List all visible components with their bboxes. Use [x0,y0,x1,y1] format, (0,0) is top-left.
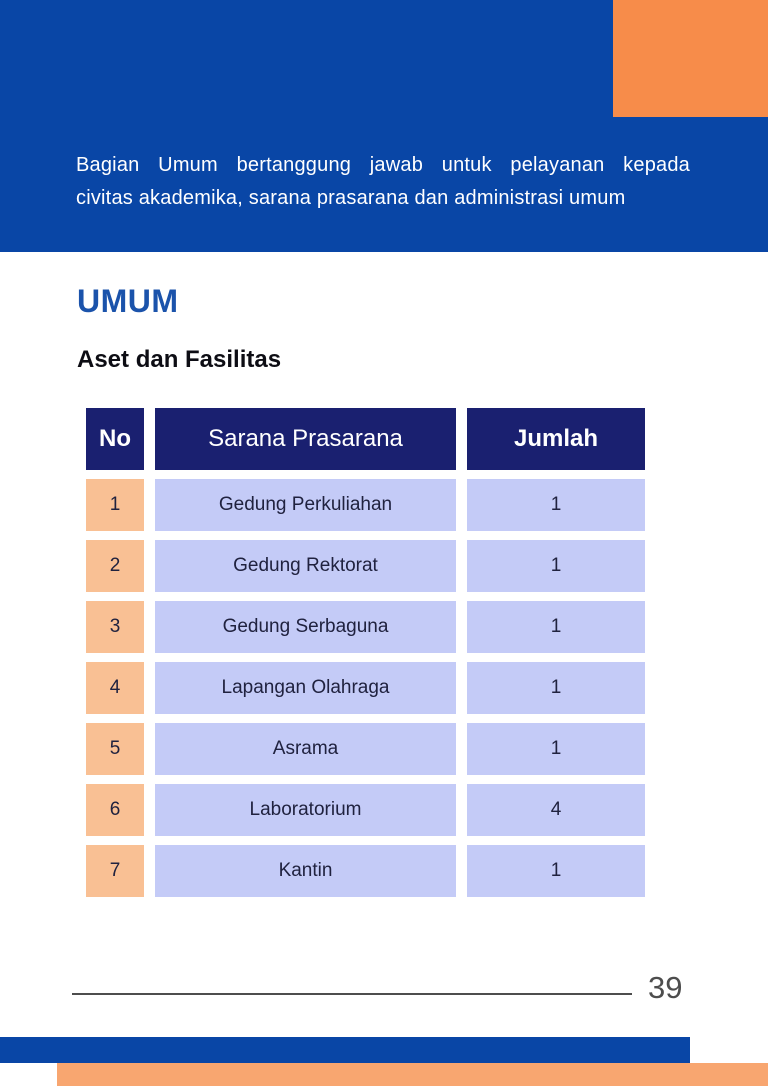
assets-table [86,408,645,897]
footer-strip-blue [0,1037,690,1063]
row-6-jumlah-cell: 4 [467,784,645,836]
row-1-sarana-cell: Gedung Perkuliahan [155,479,456,531]
row-3-no-cell: 3 [86,601,144,653]
banner-line-2: civitas akademika, sarana prasarana dan administrasi umum [76,187,626,209]
row-4-sarana-cell: Lapangan Olahraga [155,662,456,714]
banner-text [76,149,690,215]
row-1-no-cell: 1 [86,479,144,531]
row-7-no-cell: 7 [86,845,144,897]
footer-divider-line [72,993,632,995]
row-7-jumlah-cell: 1 [467,845,645,897]
row-5-jumlah-cell: 1 [467,723,645,775]
table-header-no: No [86,408,144,470]
row-2-no-cell: 2 [86,540,144,592]
row-2-jumlah-cell: 1 [467,540,645,592]
row-4-jumlah-cell: 1 [467,662,645,714]
row-5-no-cell: 5 [86,723,144,775]
row-2-sarana-cell: Gedung Rektorat [155,540,456,592]
header-banner [0,0,768,252]
row-1-jumlah-cell: 1 [467,479,645,531]
subsection-title: Aset dan Fasilitas [77,346,282,373]
table-header-sarana: Sarana Prasarana [155,408,456,470]
row-3-sarana-cell: Gedung Serbaguna [155,601,456,653]
banner-line-1: Bagian Umum bertanggung jawab untuk pelayanan kepada [76,154,690,176]
row-6-no-cell: 6 [86,784,144,836]
footer-strip-peach [57,1063,768,1086]
table-header-jumlah: Jumlah [467,408,645,470]
section-title: UMUM [77,283,179,319]
orange-accent-block [613,0,768,117]
row-4-no-cell: 4 [86,662,144,714]
row-5-sarana-cell: Asrama [155,723,456,775]
row-7-sarana-cell: Kantin [155,845,456,897]
row-3-jumlah-cell: 1 [467,601,645,653]
row-6-sarana-cell: Laboratorium [155,784,456,836]
page-number: 39 [648,970,683,1005]
